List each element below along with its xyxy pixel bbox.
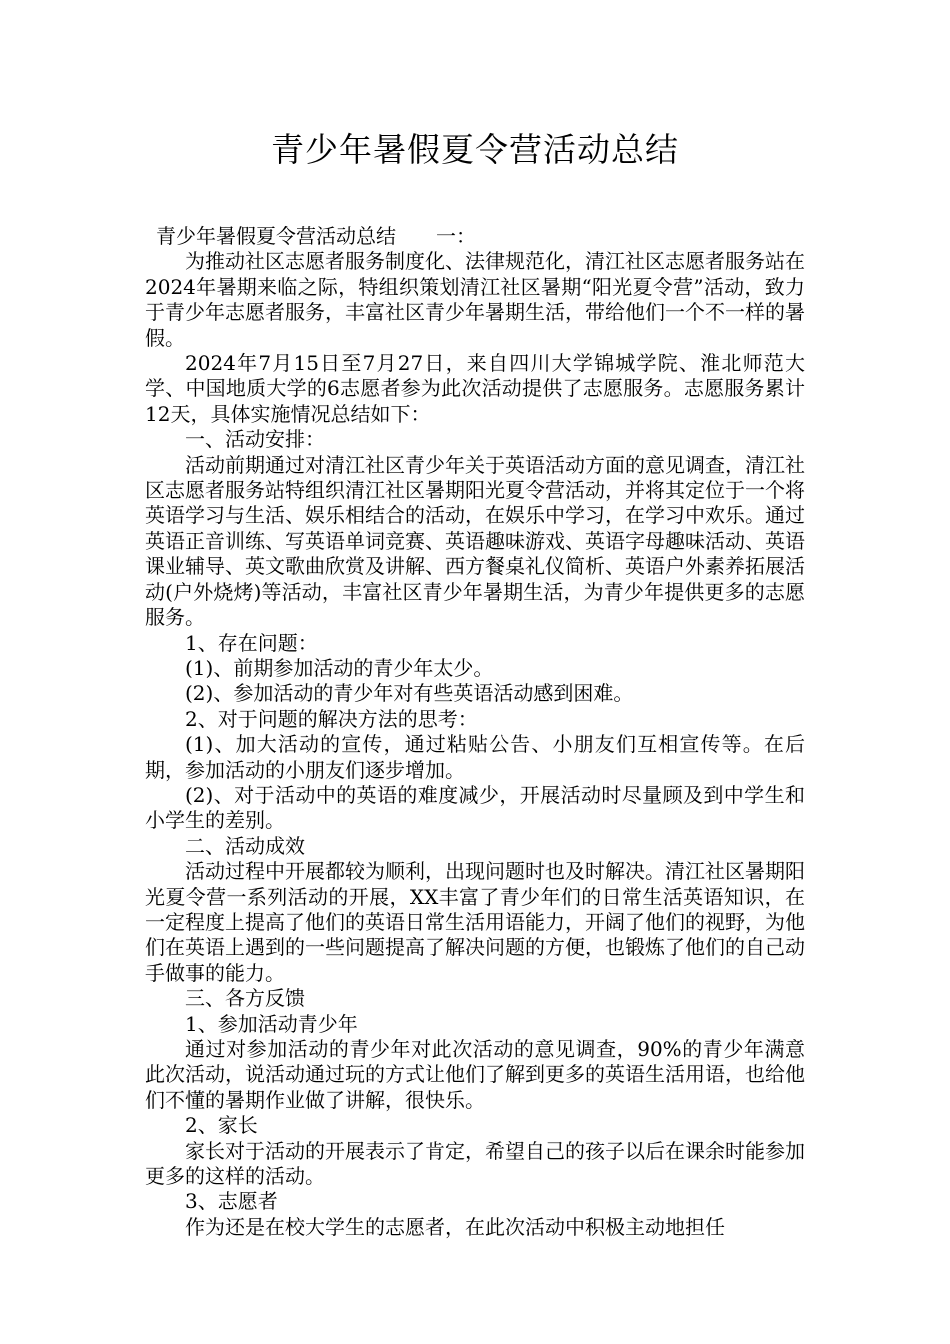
list-item-problem-1: (1)、前期参加活动的青少年太少。	[185, 655, 494, 680]
paragraph-dates: 2024年7月15日至7月27日，来自四川大学锦城学院、淮北师范大学、中国地质大学的6志愿者参为此次活动提供了志愿服务。志愿服务累计12天，具体实施情况总结如下：	[145, 351, 805, 426]
subheading-feedback-volunteers: 3、志愿者	[185, 1189, 278, 1214]
paragraph-feedback-parents: 家长对于活动的开展表示了肯定，希望自己的孩子以后在课余时能参加更多的这样的活动。	[145, 1138, 805, 1189]
paragraph-arrangement: 活动前期通过对清江社区青少年关于英语活动方面的意见调查，清江社区志愿者服务站特组织清江社区暑期阳光夏令营活动，并将其定位于一个将英语学习与生活、娱乐相结合的活动，在娱乐中学习，在学习中欢乐。通过英语正音训练、写英语单词竞赛、英语趣味游戏、英语字母趣味活动、英语课业辅导、英文歌曲欣赏及讲解、西方餐桌礼仪简析、英语户外素养拓展活动(户外烧烤)等活动，丰富社区青少年暑期生活，为青少年提供更多的志愿服务。	[145, 452, 805, 630]
list-item-solution-2: (2)、对于活动中的英语的难度减少，开展活动时尽量顾及到中学生和小学生的差别。	[145, 782, 805, 833]
list-item-problem-2: (2)、参加活动的青少年对有些英语活动感到困难。	[185, 681, 634, 706]
paragraph-feedback-youth: 通过对参加活动的青少年对此次活动的意见调查，90%的青少年满意此次活动，说活动通过玩的方式让他们了解到更多的英语生活用语，也给他们不懂的暑期作业做了讲解，很快乐。	[145, 1037, 805, 1112]
subheading-feedback-parents: 2、家长	[185, 1113, 258, 1138]
subheading-solutions: 2、对于问题的解决方法的思考：	[185, 706, 478, 731]
paragraph-results: 活动过程中开展都较为顺利，出现问题时也及时解决。清江社区暑期阳光夏令营一系列活动的开展，XX丰富了青少年们的日常生活英语知识，在一定程度上提高了他们的英语日常生活用语能力，开阔了他们的视野，为他们在英语上遇到的一些问题提高了解决问题的方便，也锻炼了他们的自己动手做事的能力。	[145, 859, 805, 985]
section-heading-arrangement: 一、活动安排：	[185, 427, 325, 452]
section-heading-feedback: 三、各方反馈	[185, 986, 305, 1011]
section-heading-results: 二、活动成效	[185, 833, 305, 858]
list-item-solution-1: (1)、加大活动的宣传，通过粘贴公告、小朋友们互相宣传等。在后期，参加活动的小朋友们逐步增加。	[145, 732, 805, 782]
subheading-feedback-youth: 1、参加活动青少年	[185, 1011, 358, 1036]
document-body	[145, 224, 805, 1240]
paragraph-feedback-volunteers: 作为还是在校大学生的志愿者，在此次活动中积极主动地担任	[185, 1214, 725, 1239]
subheading-problems: 1、存在问题：	[185, 630, 318, 655]
document-title: 青少年暑假夏令营活动总结	[271, 130, 679, 169]
paragraph-heading-intro: 青少年暑假夏令营活动总结 一：	[156, 224, 476, 248]
paragraph-background: 为推动社区志愿者服务制度化、法律规范化，清江社区志愿者服务站在2024年暑期来临之际，特组织策划清江社区暑期“阳光夏令营”活动，致力于青少年志愿者服务，丰富社区青少年暑期生活，带给他们一个不一样的暑假。	[145, 249, 805, 350]
